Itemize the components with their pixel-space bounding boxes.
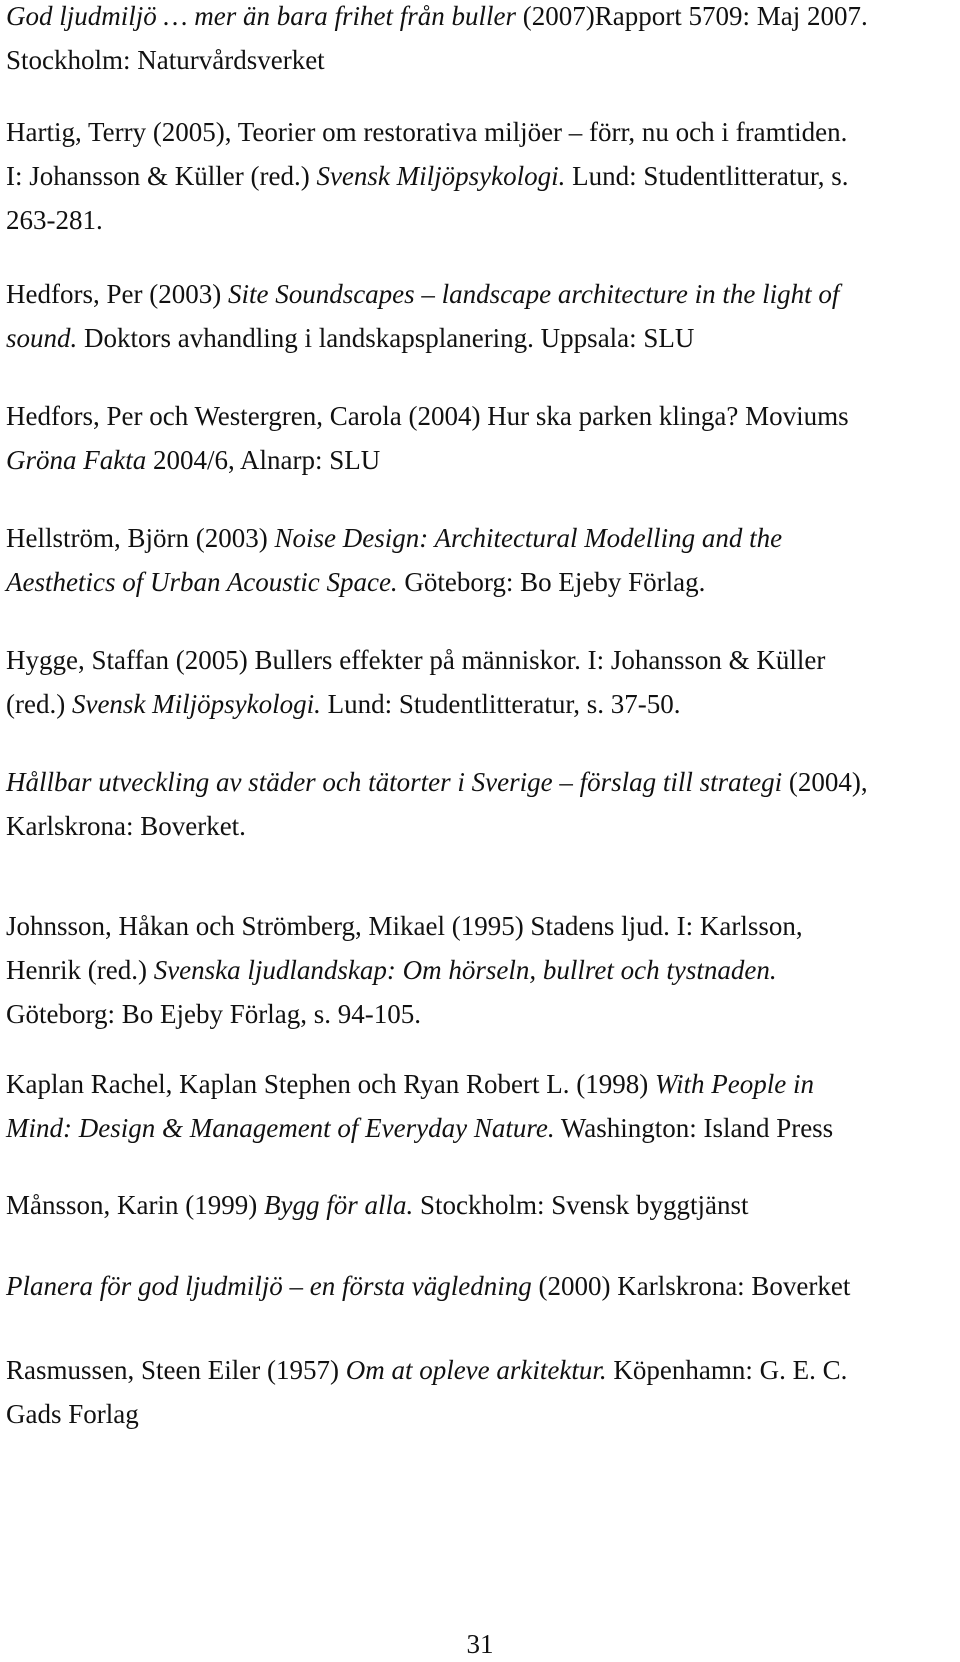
reference-text: Månsson, Karin (1999) — [6, 1190, 264, 1220]
reference-entry — [6, 638, 936, 726]
reference-title-text: Bygg för alla. — [263, 1190, 414, 1220]
reference-line — [6, 154, 936, 198]
reference-line — [6, 438, 936, 482]
reference-title-text: Site Soundscapes – landscape architecture in the light of — [227, 279, 840, 309]
reference-text: Stockholm: Naturvårdsverket — [6, 45, 325, 75]
reference-title-text: sound. — [6, 323, 78, 353]
reference-line — [6, 682, 936, 726]
reference-text: (2004), — [782, 767, 868, 797]
reference-entry — [6, 760, 936, 848]
reference-text: I: Johansson & Küller (red.) — [6, 161, 317, 191]
reference-text: Göteborg: Bo Ejeby Förlag. — [397, 567, 706, 597]
reference-line — [6, 804, 936, 848]
reference-title-text: With People in — [655, 1069, 814, 1099]
reference-line — [6, 1062, 936, 1106]
reference-text: Kaplan Rachel, Kaplan Stephen och Ryan Robert L. (1998) — [6, 1069, 655, 1099]
reference-line — [6, 1106, 936, 1150]
reference-text: Johnsson, Håkan och Strömberg, Mikael (1995) Stadens ljud. I: Karlsson, — [6, 911, 803, 941]
reference-text: Lund: Studentlitteratur, s. 37-50. — [320, 689, 681, 719]
reference-line — [6, 110, 936, 154]
reference-line — [6, 316, 936, 360]
reference-text: 263-281. — [6, 205, 103, 235]
reference-title-text: Svenska ljudlandskap: Om hörseln, bullret och tystnaden. — [153, 955, 777, 985]
reference-line — [6, 638, 936, 682]
reference-line — [6, 904, 936, 948]
reference-text: Henrik (red.) — [6, 955, 154, 985]
reference-line — [6, 992, 936, 1036]
reference-title-text: Mind: Design & Management of Everyday Nature. — [6, 1113, 555, 1143]
reference-title-text: Gröna Fakta — [6, 445, 147, 475]
reference-title-text: Planera för god ljudmiljö – en första vägledning — [6, 1271, 532, 1301]
reference-entry — [6, 1264, 936, 1308]
reference-text: Hellström, Björn (2003) — [6, 523, 275, 553]
reference-text: 2004/6, Alnarp: SLU — [146, 445, 381, 475]
reference-entry — [6, 0, 936, 82]
reference-line — [6, 1183, 936, 1227]
reference-entry — [6, 110, 936, 242]
reference-text: (2007)Rapport 5709: Maj 2007. — [516, 1, 868, 31]
reference-title-text: Svensk Miljöpsykologi. — [316, 161, 566, 191]
reference-line — [6, 272, 936, 316]
reference-entry — [6, 904, 936, 1036]
reference-entry — [6, 1183, 936, 1227]
reference-line — [6, 1348, 936, 1392]
reference-text: Gads Forlag — [6, 1399, 139, 1429]
reference-text: Hygge, Staffan (2005) Bullers effekter på människor. I: Johansson & Küller — [6, 645, 826, 675]
reference-entry — [6, 272, 936, 360]
reference-line — [6, 0, 936, 38]
reference-title-text: Om at opleve arkitektur. — [345, 1355, 607, 1385]
reference-entry — [6, 394, 936, 482]
reference-text: Karlskrona: Boverket. — [6, 811, 246, 841]
reference-title-text: God ljudmiljö … mer än bara frihet från buller — [6, 1, 517, 31]
reference-entry — [6, 1348, 936, 1436]
reference-text: Washington: Island Press — [554, 1113, 834, 1143]
reference-text: Doktors avhandling i landskapsplanering. Uppsala: SLU — [77, 323, 695, 353]
reference-text: Lund: Studentlitteratur, s. — [565, 161, 849, 191]
reference-line — [6, 516, 936, 560]
reference-text: (2000) Karlskrona: Boverket — [531, 1271, 851, 1301]
reference-text: Hedfors, Per och Westergren, Carola (2004) Hur ska parken klinga? Moviums — [6, 401, 849, 431]
reference-text: Köpenhamn: G. E. C. — [606, 1355, 848, 1385]
reference-line — [6, 1264, 936, 1308]
reference-title-text: Hållbar utveckling av städer och tätorter i Sverige – förslag till strategi — [6, 767, 783, 797]
reference-line — [6, 198, 936, 242]
reference-entry — [6, 516, 936, 604]
reference-line — [6, 760, 936, 804]
reference-text: (red.) — [6, 689, 72, 719]
reference-entry — [6, 1062, 936, 1150]
reference-text: Hartig, Terry (2005), Teorier om restorativa miljöer – förr, nu och i framtiden. — [6, 117, 848, 147]
reference-title-text: Aesthetics of Urban Acoustic Space. — [6, 567, 398, 597]
reference-text: Stockholm: Svensk byggtjänst — [413, 1190, 749, 1220]
reference-title-text: Svensk Miljöpsykologi. — [71, 689, 321, 719]
reference-title-text: Noise Design: Architectural Modelling and the — [274, 523, 783, 553]
page-number: 31 — [466, 1629, 494, 1659]
reference-text: Rasmussen, Steen Eiler (1957) — [6, 1355, 346, 1385]
reference-text: Hedfors, Per (2003) — [6, 279, 228, 309]
reference-line — [6, 948, 936, 992]
reference-line — [6, 394, 936, 438]
reference-line — [6, 560, 936, 604]
reference-line — [6, 1392, 936, 1436]
reference-line — [6, 38, 936, 82]
reference-text: Göteborg: Bo Ejeby Förlag, s. 94-105. — [6, 999, 421, 1029]
